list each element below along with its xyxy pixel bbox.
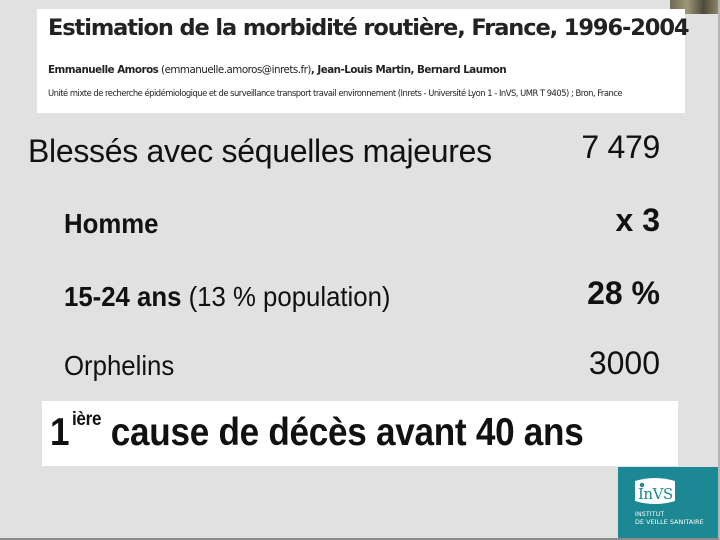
header-affiliation: Unité mixte de recherche épidémiologique et de surveillance transport travail environnement (Inrets - Université Lyon 1 - InVS, UMR T 9405) ; Bron, France xyxy=(48,88,623,98)
callout-text xyxy=(50,409,583,455)
homme-value: x 3 xyxy=(615,202,660,238)
logo-line-2: DE VEILLE SANITAIRE xyxy=(635,519,704,526)
callout-number: 1 xyxy=(50,411,70,454)
orphelins-value: 3000 xyxy=(588,345,660,381)
main-stat-label: Blessés avec séquelles majeures xyxy=(28,133,492,169)
orphelins-label: Orphelins xyxy=(64,350,175,381)
age-population-note: (13 % population) xyxy=(181,281,391,312)
co-authors: , Jean-Louis Martin, Bernard Laumon xyxy=(310,64,507,76)
callout-superscript: ière xyxy=(71,409,102,430)
logo-name: InVS xyxy=(638,485,673,503)
age-label xyxy=(64,281,391,313)
callout-box xyxy=(42,401,678,466)
age-value: 28 % xyxy=(587,275,660,311)
callout-phrase: cause de décès avant 40 ans xyxy=(101,411,584,454)
homme-label: Homme xyxy=(64,208,159,239)
age-range: 15-24 ans xyxy=(64,281,182,312)
main-stat-value: 7 479 xyxy=(581,129,660,165)
invs-logo xyxy=(618,467,718,538)
header-authors xyxy=(48,64,506,76)
header-title: Estimation de la morbidité routière, France, 1996-2004 xyxy=(48,15,689,41)
logo-line-1: INSTITUT xyxy=(635,511,665,518)
author-email: (emmanuelle.amoros@inrets.fr) xyxy=(158,64,311,76)
header-box xyxy=(37,9,689,113)
author-name: Emmanuelle Amoros xyxy=(48,64,159,76)
